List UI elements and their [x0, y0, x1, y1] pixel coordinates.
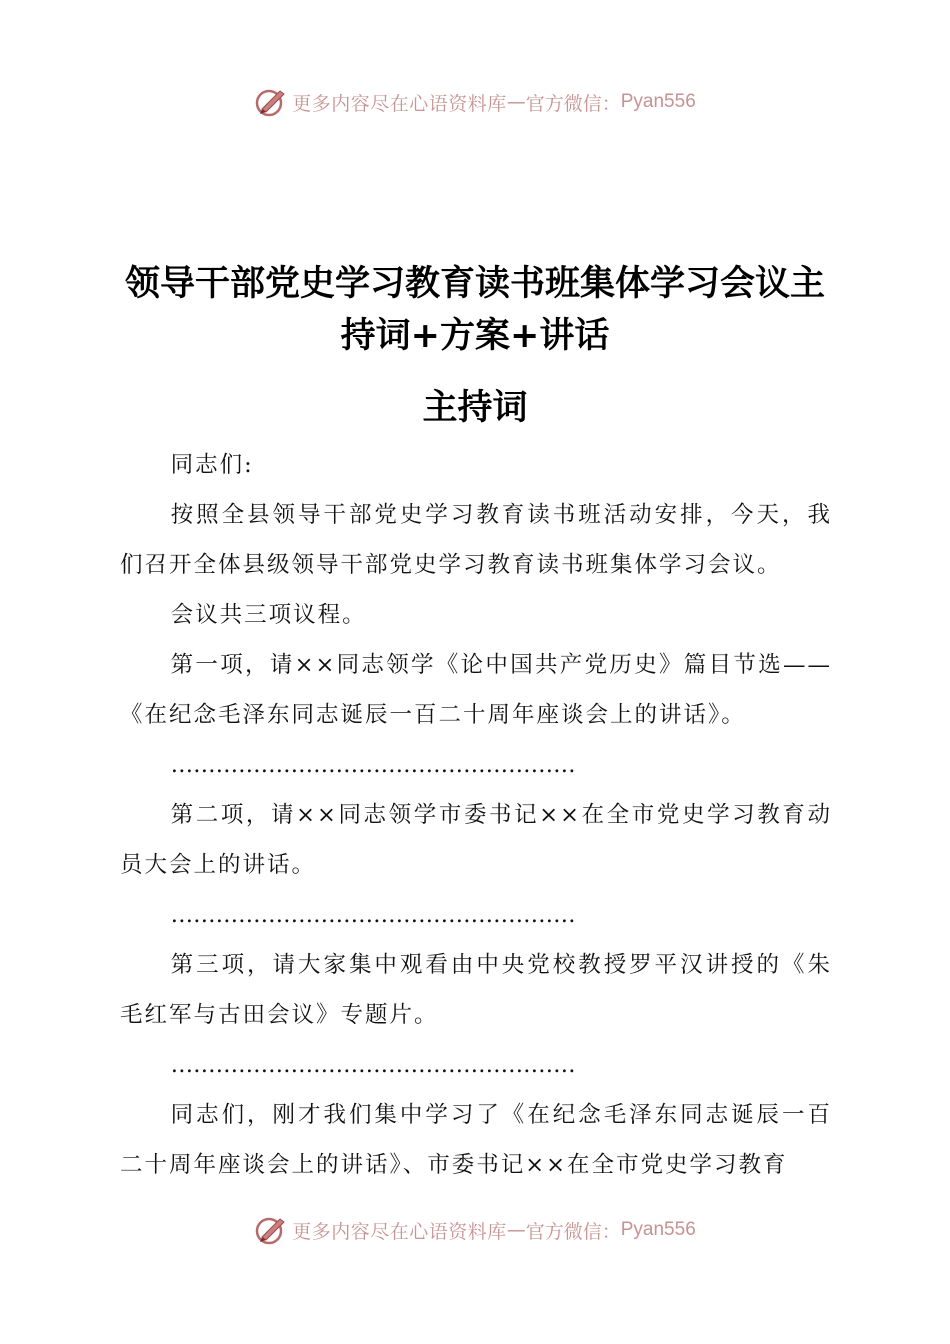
- ellipsis-line: ………………………………………………: [170, 902, 576, 928]
- banner-text: 更多内容尽在心语资料库: [292, 92, 507, 115]
- header-banner: [0, 82, 950, 122]
- paragraph: 第三项，请大家集中观看由中央党校教授罗平汉讲授的《朱毛红军与古田会议》专题片。: [120, 952, 832, 1028]
- footer-banner: [0, 1210, 950, 1250]
- paragraph: 同志们:: [170, 452, 254, 478]
- paragraph: 第二项，请××同志领学市委书记××在全市党史学习教育动员大会上的讲话。: [120, 802, 832, 878]
- paragraph: 同志们，刚才我们集中学习了《在纪念毛泽东同志诞辰一百二十周年座谈会上的讲话》、市委书记××在全市党史学习教育: [120, 1102, 832, 1178]
- banner-wechat-label: 官方微信：: [525, 1220, 621, 1243]
- paragraph: 会议共三项议程。: [170, 602, 367, 628]
- banner-wechat-id: Pyan556: [620, 1219, 696, 1240]
- banner-wechat-label: 官方微信：: [525, 92, 621, 115]
- banner-text: 更多内容尽在心语资料库: [292, 1220, 507, 1243]
- pen-logo-icon: [254, 1213, 288, 1247]
- paragraph: 第一项，请××同志领学《论中国共产党历史》篇目节选——《在纪念毛泽东同志诞辰一百二十周年座谈会上的讲话》。: [120, 652, 832, 728]
- pen-logo-icon: [254, 85, 288, 119]
- paragraph: 按照全县领导干部党史学习教育读书班活动安排，今天，我们召开全体县级领导干部党史学习教育读书班集体学习会议。: [120, 502, 832, 578]
- banner-wechat-id: Pyan556: [620, 91, 696, 112]
- document-body: [120, 440, 832, 1190]
- banner-separator: —: [506, 1219, 526, 1241]
- ellipsis-line: ………………………………………………: [170, 752, 576, 778]
- section-heading: 主持词: [422, 388, 528, 428]
- banner-separator: —: [506, 91, 526, 113]
- ellipsis-line: ………………………………………………: [170, 1052, 576, 1078]
- document-title: 领导干部党史学习教育读书班集体学习会议主持词+方案+讲话: [124, 264, 825, 356]
